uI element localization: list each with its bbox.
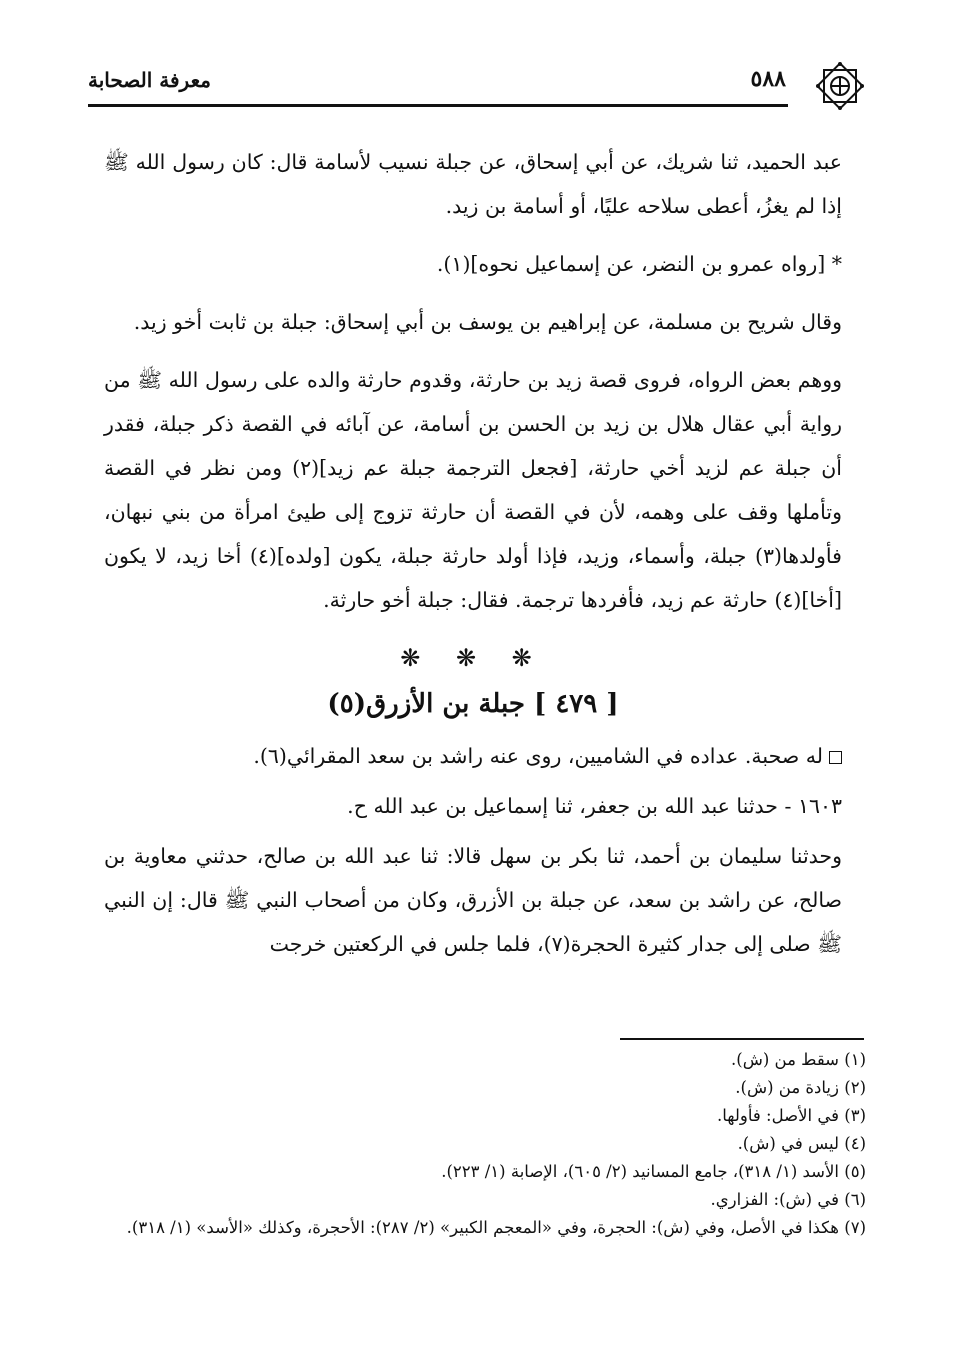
footnote: (٤) ليس في (ش). xyxy=(737,1134,866,1153)
footnote: (١) سقط من (ش). xyxy=(731,1050,866,1069)
square-icon xyxy=(829,751,842,764)
section-separator: ❋ ❋ ❋ xyxy=(400,644,546,672)
page-number: ٥٨٨ xyxy=(750,66,786,92)
footnote: (٢) زيادة من (ش). xyxy=(735,1078,866,1097)
footnote-divider xyxy=(620,1038,864,1040)
paragraph: ووهم بعض الرواه، فروى قصة زيد بن حارثة، وقدوم حارثة والده على رسول الله ﷺ من رواية أبي عقال هلال بن زيد بن الحسن بن أسامة، عن آبائه في القصة ذكر جبلة، فقدر أن جبلة عم لزيد أخي حارثة، [فجعل الترجمة جبلة عم زيد](٢) ومن نظر في القصة وتأملها وقف على وهمه، لأن في القصة أن حارثة تزوج إلى طيئ امرأة من بني نبهان، فأولدها(٣) جبلة، وأسماء، وزيد، فإذا أولد حارثة جبلة، يكون [ولده](٤) أخا زيد، لا يكون [أخا](٤) حارثة عم زيد، فأفردها ترجمة. فقال: جبلة أخو حارثة. xyxy=(104,368,842,612)
footnotes xyxy=(104,1046,866,1242)
entry-intro-text: له صحبة. عداده في الشاميين، روى عنه راشد بن سعد المقرائي(٦). xyxy=(253,744,823,768)
eight-point-star-ornament-icon xyxy=(812,58,868,114)
entry-title: [ ٤٧٩ ] جبلة بن الأزرق(٥) xyxy=(327,689,619,719)
header-divider xyxy=(88,104,788,107)
page-header xyxy=(88,58,858,104)
paragraph: وقال شريح بن مسلمة، عن إبراهيم بن يوسف بن أبي إسحاق: جبلة بن ثابت أخو زيد. xyxy=(133,310,842,334)
footnote: (٧) هكذا في الأصل، وفي (ش): الحجرة، وفي «المعجم الكبير» (٢/ ٢٨٧): الأحجرة، وكذلك «الأسد» (١/ ٣١٨). xyxy=(126,1218,866,1237)
narration-paragraph: وحدثنا سليمان بن أحمد، ثنا بكر بن سهل قالا: ثنا عبد الله بن صالح، حدثني معاوية بن صالح، عن راشد بن سعد، عن جبلة بن الأزرق، وكان من أصحاب النبي ﷺ قال: إن النبي ﷺ صلى إلى جدار كثيرة الحجرة(٧)، فلما جلس في الركعتين خرجت xyxy=(104,844,842,956)
entry-intro xyxy=(104,734,842,778)
footnote: (٣) في الأصل: فأولها. xyxy=(717,1106,866,1125)
running-title: معرفة الصحابة xyxy=(88,68,211,92)
hadith-number-line: ١٦٠٣ - حدثنا عبد الله بن جعفر، ثنا إسماعيل بن عبد الله ح. xyxy=(347,794,842,818)
footnote: (٦) في (ش): الفزاري. xyxy=(710,1190,866,1209)
paragraph: * [رواه عمرو بن النضر، عن إسماعيل نحوه](١). xyxy=(436,252,842,276)
main-text xyxy=(104,140,842,980)
paragraph: عبد الحميد، ثنا شريك، عن أبي إسحاق، عن جبلة نسيب لأسامة قال: كان رسول الله ﷺ إذا لم يغزُ، أعطى سلاحه عليًا، أو أسامة بن زيد. xyxy=(104,150,842,218)
footnote: (٥) الأسد (١/ ٣١٨)، جامع المسانيد (٢/ ٦٠٥)، الإصابة (١/ ٢٢٣). xyxy=(441,1162,866,1181)
